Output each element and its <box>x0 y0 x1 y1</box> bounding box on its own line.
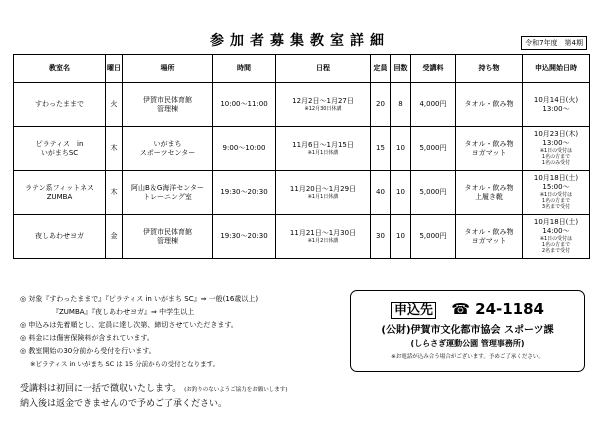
cell-count <box>391 171 411 215</box>
cell-schedule <box>276 171 371 215</box>
cell-count <box>391 83 411 127</box>
apply-text: 10月18日(土) 14:00～ <box>533 218 579 236</box>
name-text: ラテン系フィットネス ZUMBA <box>24 183 95 201</box>
cell-capacity <box>371 83 391 127</box>
cell-place <box>123 83 213 127</box>
cell-name <box>14 127 106 171</box>
note-target: ◎ 対象『すわったままで』『ピラティス in いがまち SC』⇒ 一般(16歳以上) <box>20 295 259 303</box>
schedule-note: ※1月2日休講 <box>307 237 339 244</box>
cell-items <box>456 171 523 215</box>
apply-note: ※1日の受付は 1名の方まで 1名のみ受付 <box>539 147 573 167</box>
name-text: すわったままで <box>35 100 84 109</box>
contact-box <box>350 290 585 372</box>
table-header <box>14 55 590 83</box>
place-text: 伊賀市民体育館 管理棟 <box>143 95 192 113</box>
place-text: 阿山B＆G海洋センター トレーニング室 <box>131 183 204 201</box>
cell-count <box>391 127 411 171</box>
time-text: 19:30～20:30 <box>220 232 268 241</box>
note-target-2: 『ZUMBA』『夜しあわせヨガ』⇒ 中学生以上 <box>52 308 195 316</box>
class-table <box>13 54 590 259</box>
page-title: 参加者募集教室詳細 <box>210 33 390 49</box>
contact-header <box>351 299 584 318</box>
table-row <box>14 83 590 127</box>
cell-apply <box>523 171 590 215</box>
contact-org: (公財)伊賀市文化都市協会 スポーツ課 <box>381 325 554 336</box>
apply-text: 10月18日(土) 15:00～ <box>533 174 579 192</box>
cell-apply <box>523 83 590 127</box>
cell-capacity <box>371 215 391 259</box>
apply-text: 10月14日(火) 13:00～ <box>533 95 579 113</box>
schedule-text: 12月2日～1月27日 <box>292 97 354 105</box>
column-header: 曜日 <box>106 55 123 83</box>
cell-day <box>106 83 123 127</box>
contact-sub: (しらさぎ運動公園 管理事務所) <box>410 339 525 348</box>
apply-note: ※1日の受付は 1名の方まで 3名まで受付 <box>539 191 573 211</box>
term-label: 令和7年度 第4期 <box>521 36 587 50</box>
fee-text-1: 受講料は初回に一括で徴収いたします。 <box>20 384 182 394</box>
cell-name <box>14 171 106 215</box>
table-row <box>14 171 590 215</box>
cell-time <box>213 215 276 259</box>
cell-day <box>106 171 123 215</box>
items-text: タオル・飲み物 <box>464 100 514 109</box>
place-text: いがまち スポーツセンター <box>139 139 196 157</box>
fee-text: 5,000円 <box>419 144 447 153</box>
apply-text: 10月23日(木) 13:00～ <box>533 130 579 148</box>
day-text: 木 <box>110 144 118 153</box>
schedule-text: 11月21日～1月30日 <box>289 229 357 237</box>
cell-name <box>14 215 106 259</box>
time-text: 9:00～10:00 <box>222 144 266 153</box>
fee-text: 5,000円 <box>419 232 447 241</box>
day-text: 木 <box>110 188 118 197</box>
cell-name <box>14 83 106 127</box>
cell-day <box>106 127 123 171</box>
time-text: 19:30～20:30 <box>220 188 268 197</box>
column-header: 定員 <box>371 55 391 83</box>
column-header: 持ち物 <box>456 55 523 83</box>
items-text: タオル・飲み物 上履き靴 <box>464 183 514 201</box>
fee-footnote: (お釣りのないようご協力をお願いします) <box>184 387 288 393</box>
schedule-note: ※1月1日休講 <box>307 193 339 200</box>
cell-capacity <box>371 127 391 171</box>
fee-line-2: 納入後は返金できませんので予めご了承ください。 <box>20 399 228 409</box>
cell-capacity <box>371 171 391 215</box>
time-text: 10:00～11:00 <box>220 100 268 109</box>
name-text: 夜しあわせヨガ <box>35 232 84 241</box>
items-text: タオル・飲み物 ヨガマット <box>464 139 514 157</box>
capacity-text: 40 <box>376 188 385 197</box>
column-header: 場所 <box>123 55 213 83</box>
cell-day <box>106 215 123 259</box>
note-insurance: ◎ 料金には傷害保険料が含まれています。 <box>20 334 154 342</box>
cell-place <box>123 171 213 215</box>
day-text: 火 <box>110 100 118 109</box>
column-header: 教室名 <box>14 55 106 83</box>
apply-note: ※1日の受付は 1名の方まで 2名まで受付 <box>539 235 573 255</box>
day-text: 金 <box>110 232 118 241</box>
count-text: 8 <box>398 100 403 109</box>
table-row <box>14 215 590 259</box>
column-header: 申込開始日時 <box>523 55 590 83</box>
contact-label: 申込先 <box>391 302 436 319</box>
contact-phone[interactable]: ☎ 24-1184 <box>451 300 544 318</box>
column-header: 回数 <box>391 55 411 83</box>
column-header: 受講料 <box>411 55 456 83</box>
cell-time <box>213 127 276 171</box>
column-header: 日程 <box>276 55 371 83</box>
cell-schedule <box>276 83 371 127</box>
count-text: 10 <box>396 232 405 241</box>
table-row <box>14 127 590 171</box>
note-pilates: ※ピラティス in いがまち SC は 15 分前からの受付となります。 <box>30 360 220 368</box>
fee-text: 5,000円 <box>419 188 447 197</box>
cell-fee <box>411 83 456 127</box>
capacity-text: 30 <box>376 232 385 241</box>
notes <box>20 293 335 371</box>
cell-fee <box>411 171 456 215</box>
cell-place <box>123 215 213 259</box>
place-text: 伊賀市民体育館 管理棟 <box>143 227 192 245</box>
fee-text: 4,000円 <box>419 100 447 109</box>
cell-place <box>123 127 213 171</box>
schedule-note: ※12月30日休講 <box>304 105 342 112</box>
cell-count <box>391 215 411 259</box>
capacity-text: 15 <box>376 144 385 153</box>
schedule-text: 11月6日～1月15日 <box>292 141 354 149</box>
cell-time <box>213 83 276 127</box>
cell-items <box>456 215 523 259</box>
schedule-note: ※1月1日休講 <box>307 149 339 156</box>
fee-notice <box>20 382 287 411</box>
cell-schedule <box>276 215 371 259</box>
count-text: 10 <box>396 144 405 153</box>
name-text: ピラティス in いがまちSC <box>35 139 84 157</box>
cell-schedule <box>276 127 371 171</box>
column-header: 時間 <box>213 55 276 83</box>
cell-fee <box>411 127 456 171</box>
cell-fee <box>411 215 456 259</box>
note-reception: ◎ 教室開始の30分前から受付を行います。 <box>20 347 156 355</box>
cell-items <box>456 83 523 127</box>
contact-note: ※お電話が込み合う場合がございます。予めご了承ください。 <box>391 354 544 360</box>
cell-apply <box>523 215 590 259</box>
fee-line-1 <box>20 382 287 397</box>
note-first-come: ◎ 申込みは先着順とし、定員に達し次第、締切させていただきます。 <box>20 321 238 329</box>
count-text: 10 <box>396 188 405 197</box>
schedule-text: 11月20日～1月29日 <box>289 185 357 193</box>
capacity-text: 20 <box>376 100 385 109</box>
cell-apply <box>523 127 590 171</box>
cell-time <box>213 171 276 215</box>
items-text: タオル・飲み物 ヨガマット <box>464 227 514 245</box>
cell-items <box>456 127 523 171</box>
